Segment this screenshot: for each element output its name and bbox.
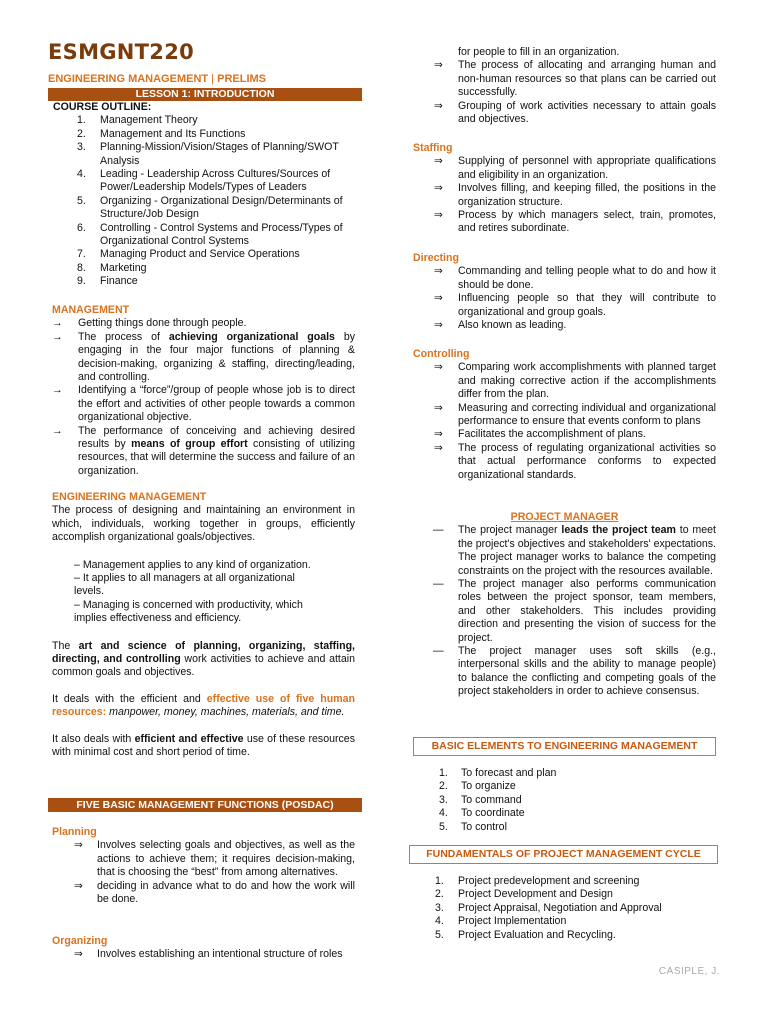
em-dash-icon: —: [433, 524, 444, 537]
em-dash-icon: —: [433, 578, 444, 591]
double-arrow-icon: ⇒: [434, 265, 443, 278]
author-footer: CASIPLE, J.: [658, 966, 720, 977]
list-item: ⇒ The process of allocating and arranging human and non-human resources so that plans can be carried out successfully.: [434, 59, 716, 99]
list-item: 3. To command: [439, 793, 522, 806]
staffing-section: [413, 142, 716, 236]
list-item: 5. Project Evaluation and Recycling.: [435, 928, 616, 941]
list-item: — The project manager leads the project team to meet the project's objectives and stakeholders' expectations. The project manager works to balance the competing constraints on the project with the resources available.: [433, 524, 716, 577]
engineering-management-definition: The process of designing and maintaining an environment in which, individuals, working together in groups, efficiently accomplish organizational goals/objectives.: [52, 504, 355, 544]
list-item: — The project manager also performs communication roles between the project sponsor, team members, and other stakeholders. This includes providing direction and presenting the vision of success for the project.: [433, 578, 716, 644]
project-manager-heading: PROJECT MANAGER: [510, 511, 619, 523]
management-section: [52, 304, 355, 478]
list-item: 2. To organize: [439, 780, 516, 793]
list-item: 1. To forecast and plan: [439, 767, 557, 779]
subtitle-separator: |: [208, 73, 218, 85]
list-item: ⇒ Process by which managers select, train, promotes, and retires subordinate.: [434, 209, 716, 235]
double-arrow-icon: ⇒: [74, 948, 83, 961]
list-item: 6. Controlling - Control Systems and Process/Types of Organizational Control Systems: [77, 221, 343, 248]
term-name: PRELIMS: [217, 73, 267, 85]
list-item: 5. To control: [439, 820, 507, 833]
list-item: ⇒ Influencing people so that they will contribute to organizational and group goals.: [434, 292, 716, 318]
document-code: ESMGNT220: [48, 40, 195, 64]
art-and-science-paragraph: The art and science of planning, organizing, staffing, directing, and controlling work activities to achieve and attain common goals and objectives.: [52, 639, 356, 679]
list-item: 2. Project Development and Design: [435, 888, 613, 901]
course-outline-list: [48, 114, 364, 288]
list-item: 1. Management Theory: [77, 114, 198, 127]
list-item: 9. Finance: [77, 275, 138, 288]
planning-section: [52, 826, 355, 906]
list-item: ⇒ Involves filling, and keeping filled, the positions in the organization structure.: [434, 182, 716, 208]
list-item: 4. Leading - Leadership Across Cultures/Sources of Power/Leadership Models/Types of Leaders: [77, 168, 331, 194]
project-manager-section: [413, 511, 716, 699]
arrow-icon: →: [52, 317, 63, 330]
list-item: 3. Project Appraisal, Negotiation and Approval: [435, 901, 662, 914]
course-outline-section: [48, 101, 364, 289]
arrow-icon: →: [52, 424, 63, 437]
subject-name: ENGINEERING MANAGEMENT: [48, 73, 209, 85]
list-item: 4. Project Implementation: [435, 915, 567, 928]
list-item: 8. Marketing: [77, 261, 147, 274]
efficient-paragraph: It also deals with efficient and effective use of these resources with minimal cost and short period of time.: [52, 732, 355, 759]
double-arrow-icon: ⇒: [434, 319, 443, 332]
double-arrow-icon: ⇒: [434, 428, 443, 441]
fundamentals-list: [413, 875, 713, 942]
list-item: 7. Managing Product and Service Operations: [77, 248, 300, 261]
double-arrow-icon: ⇒: [74, 839, 83, 852]
five-resources-paragraph: It deals with the efficient and effective use of five human resources: manpower, money, machines, materials, and time.: [52, 692, 355, 719]
list-item: → Identifying a “force”/group of people whose job is to direct the effort and activities of other people towards a common organizational objective.: [52, 384, 355, 424]
organizing-continued: [434, 46, 716, 126]
planning-heading: Planning: [52, 826, 97, 838]
list-item: ⇒ Supplying of personnel with appropriate qualifications and eligibility in an organization.: [434, 155, 716, 181]
list-item: 4. To coordinate: [439, 807, 525, 820]
list-item: → The performance of conceiving and achieving desired results by means of group effort consisting of utilizing resources, that will determine the success and failure of an organization.: [52, 424, 355, 477]
list-item: ⇒ Facilitates the accomplishment of plans.: [434, 428, 646, 441]
list-item: ⇒ The process of regulating organizational activities so that actual performance conforms to expected organizational standards.: [434, 441, 716, 481]
list-item: ⇒ Involves selecting goals and objectives, as well as the actions to achieve them; it requires decision-making, that is choosing the “best” from among alternatives.: [74, 839, 355, 879]
list-item: 5. Organizing - Organizational Design/Determinants of Structure/Job Design: [77, 194, 343, 221]
basic-elements-heading: BASIC ELEMENTS TO ENGINEERING MANAGEMENT: [413, 737, 716, 756]
list-item: ⇒ deciding in advance what to do and how the work will be done.: [74, 879, 355, 906]
controlling-heading: Controlling: [413, 348, 470, 360]
double-arrow-icon: ⇒: [434, 441, 443, 454]
list-item: ⇒ Commanding and telling people what to do and how it should be done.: [434, 265, 716, 291]
double-arrow-icon: ⇒: [434, 59, 443, 72]
double-arrow-icon: ⇒: [434, 292, 443, 305]
double-arrow-icon: ⇒: [434, 99, 443, 112]
fundamentals-heading: FUNDAMENTALS OF PROJECT MANAGEMENT CYCLE: [409, 845, 718, 864]
em-dash-icon: —: [433, 645, 444, 658]
staffing-heading: Staffing: [413, 142, 453, 154]
list-item: 2. Management and Its Functions: [77, 127, 246, 140]
directing-heading: Directing: [413, 252, 459, 264]
double-arrow-icon: ⇒: [434, 209, 443, 222]
list-item: ⇒ Comparing work accomplishments with planned target and making corrective action if the accomplishments differ from the plan.: [434, 361, 716, 401]
list-item: → Getting things done through people.: [52, 317, 247, 330]
list-item: ⇒ Measuring and correcting individual and organizational performance to ensure that events conform to plans: [434, 401, 716, 428]
controlling-section: [413, 348, 716, 482]
arrow-icon: →: [52, 330, 63, 343]
engineering-management-section: [52, 491, 355, 760]
list-item: → The process of achieving organizational goals by engaging in the four major functions of planning & decision-making, organizing & staffing, directing/leading, and controlling.: [52, 330, 356, 384]
double-arrow-icon: ⇒: [434, 401, 443, 414]
list-item: ⇒ Grouping of work activities necessary to attain goals and objectives.: [434, 99, 716, 126]
list-item: — The project manager uses soft skills (e.g., interpersonal skills and the ability to manage people) to balance the conflicting and competing goals of the project stakeholders in order to achieve consensus.: [433, 645, 716, 698]
double-arrow-icon: ⇒: [434, 182, 443, 195]
engineering-management-heading: ENGINEERING MANAGEMENT: [52, 491, 207, 503]
directing-section: [413, 252, 716, 332]
list-item: ⇒ Involves establishing an intentional structure of roles: [74, 948, 343, 961]
double-arrow-icon: ⇒: [434, 361, 443, 374]
document-subtitle: [48, 73, 266, 86]
list-item: 3. Planning-Mission/Vision/Stages of Planning/SWOT Analysis: [77, 141, 339, 167]
organizing-section: [52, 935, 355, 962]
double-arrow-icon: ⇒: [434, 155, 443, 168]
list-item: ⇒ Also known as leading.: [434, 319, 567, 332]
lesson-bar: LESSON 1: INTRODUCTION: [48, 88, 362, 101]
list-item: 1. Project predevelopment and screening: [435, 875, 640, 887]
management-heading: MANAGEMENT: [52, 304, 130, 316]
list-item: for people to fill in an organization.: [458, 46, 620, 58]
basic-elements-list: [413, 767, 713, 834]
organizing-heading: Organizing: [52, 935, 108, 947]
course-outline-title: COURSE OUTLINE:: [53, 101, 152, 113]
posdac-bar: FIVE BASIC MANAGEMENT FUNCTIONS (POSDAC): [48, 798, 362, 812]
arrow-icon: →: [52, 384, 63, 397]
double-arrow-icon: ⇒: [74, 879, 83, 892]
definition-notes: – Management applies to any kind of organization. – It applies to all managers at all organizational levels. – Managing is concerned with productivity, which implies effectiveness and efficiency.: [74, 558, 311, 625]
